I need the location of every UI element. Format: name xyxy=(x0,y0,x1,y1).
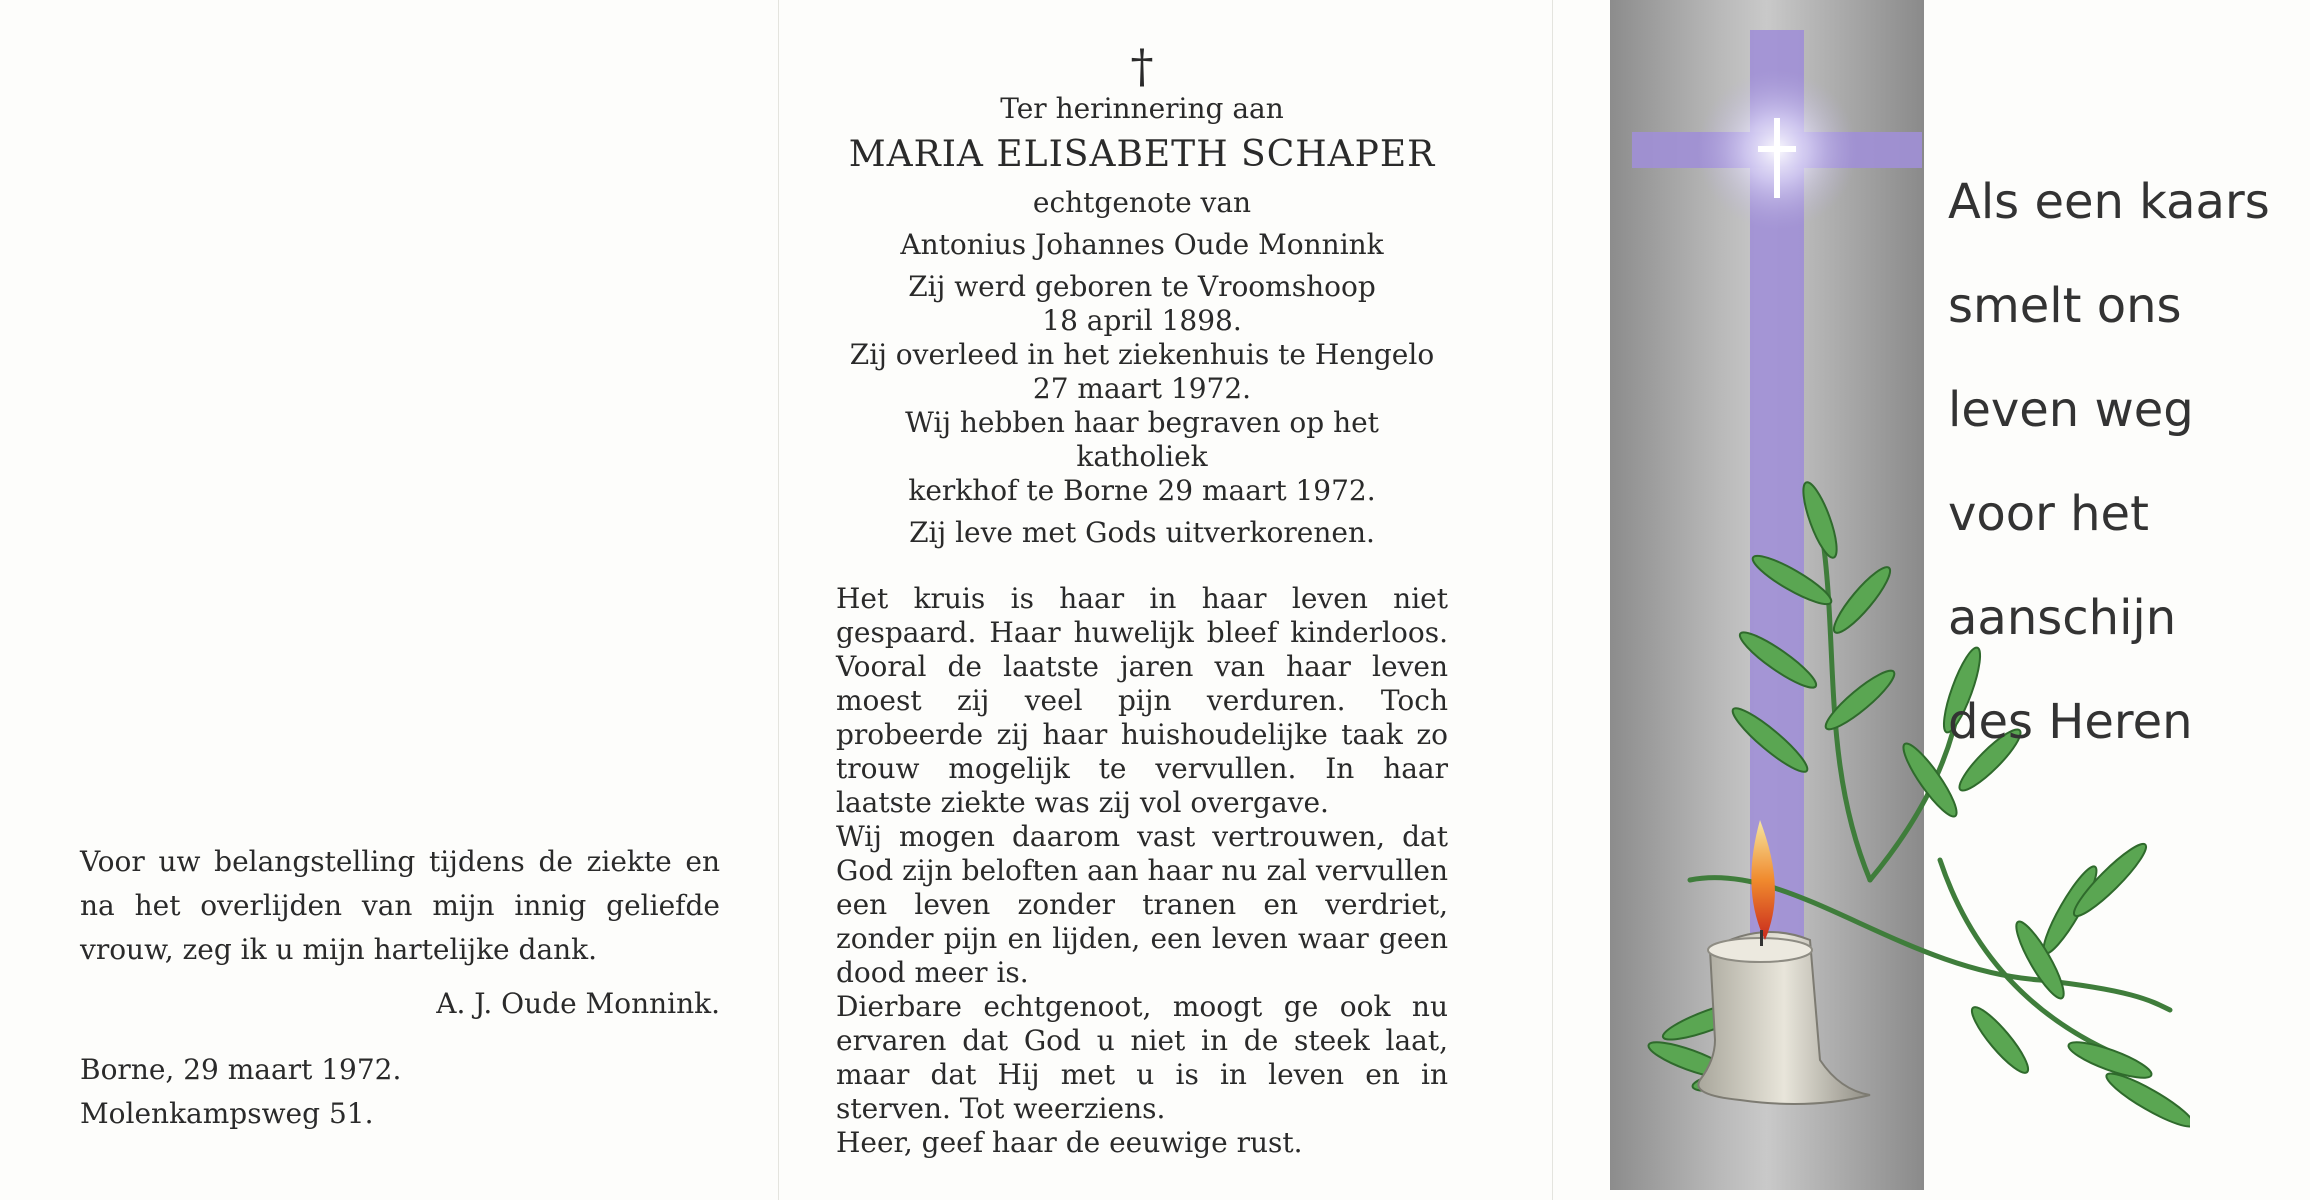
poem-line: aanschijn xyxy=(1948,590,2177,646)
poem-line: Als een kaars xyxy=(1948,174,2270,230)
poem-line: voor het xyxy=(1948,486,2149,542)
poem-line: smelt ons xyxy=(1948,278,2182,334)
obituary-header xyxy=(836,40,1448,550)
born-line: Zij werd geboren te Vroomshoop xyxy=(908,270,1376,303)
poem-line: des Heren xyxy=(1948,694,2193,750)
died-date: 27 maart 1972. xyxy=(1032,372,1252,405)
address: Molenkampsweg 51. xyxy=(80,1097,374,1130)
poem-line: leven weg xyxy=(1948,382,2194,438)
buried-line: Wij hebben haar begraven op het katholiek xyxy=(905,406,1379,473)
place-date: Borne, 29 maart 1972. xyxy=(80,1053,402,1086)
blessing: Zij leve met Gods uitverkorenen. xyxy=(909,516,1375,549)
deceased-name: MARIA ELISABETH SCHAPER xyxy=(848,134,1436,175)
poem xyxy=(1948,150,2288,774)
closing-prayer: Heer, geef haar de eeuwige rust. xyxy=(836,1126,1303,1159)
fold-line xyxy=(1552,0,1553,1200)
cross-symbol: † xyxy=(1130,39,1154,93)
paragraph-3: Dierbare echtgenoot, moogt ge ook nu ervaren dat God u niet in de steek laat, maar dat Hij met u is in leven en in sterven. Tot weerziens. xyxy=(836,990,1448,1125)
fold-line xyxy=(778,0,779,1200)
obituary-body xyxy=(836,582,1448,1160)
signature: A. J. Oude Monnink. xyxy=(436,987,720,1020)
middle-panel xyxy=(836,40,1448,1160)
thanks-text: Voor uw belangstelling tijdens de ziekte en na het overlijden van mijn innig geliefde vrouw, zeg ik u mijn hartelijke dank. xyxy=(80,845,720,966)
born-date: 18 april 1898. xyxy=(1042,304,1242,337)
buried-place: kerkhof te Borne 29 maart 1972. xyxy=(908,474,1376,507)
left-panel xyxy=(80,840,720,1136)
paragraph-1: Het kruis is haar in haar leven niet gespaard. Haar huwelijk bleef kinderloos. Vooral de laatste jaren van haar leven moest zij veel pijn verduren. Toch probeerde zij haar huishoudelijke taak zo trouw mogelijk te vervullen. In haar laatste ziekte was zij vol overgave. xyxy=(836,582,1448,819)
paragraph-2: Wij mogen daarom vast vertrouwen, dat God zijn beloften aan haar nu zal vervullen een leven zonder tranen en verdriet, zonder pijn en lijden, een leven waar geen dood meer is. xyxy=(836,820,1448,989)
spouse-name: Antonius Johannes Oude Monnink xyxy=(900,228,1384,261)
spouse-label: echtgenote van xyxy=(1032,186,1252,219)
intro-text: Ter herinnering aan xyxy=(1000,92,1284,125)
died-line: Zij overleed in het ziekenhuis te Hengelo xyxy=(849,338,1435,371)
